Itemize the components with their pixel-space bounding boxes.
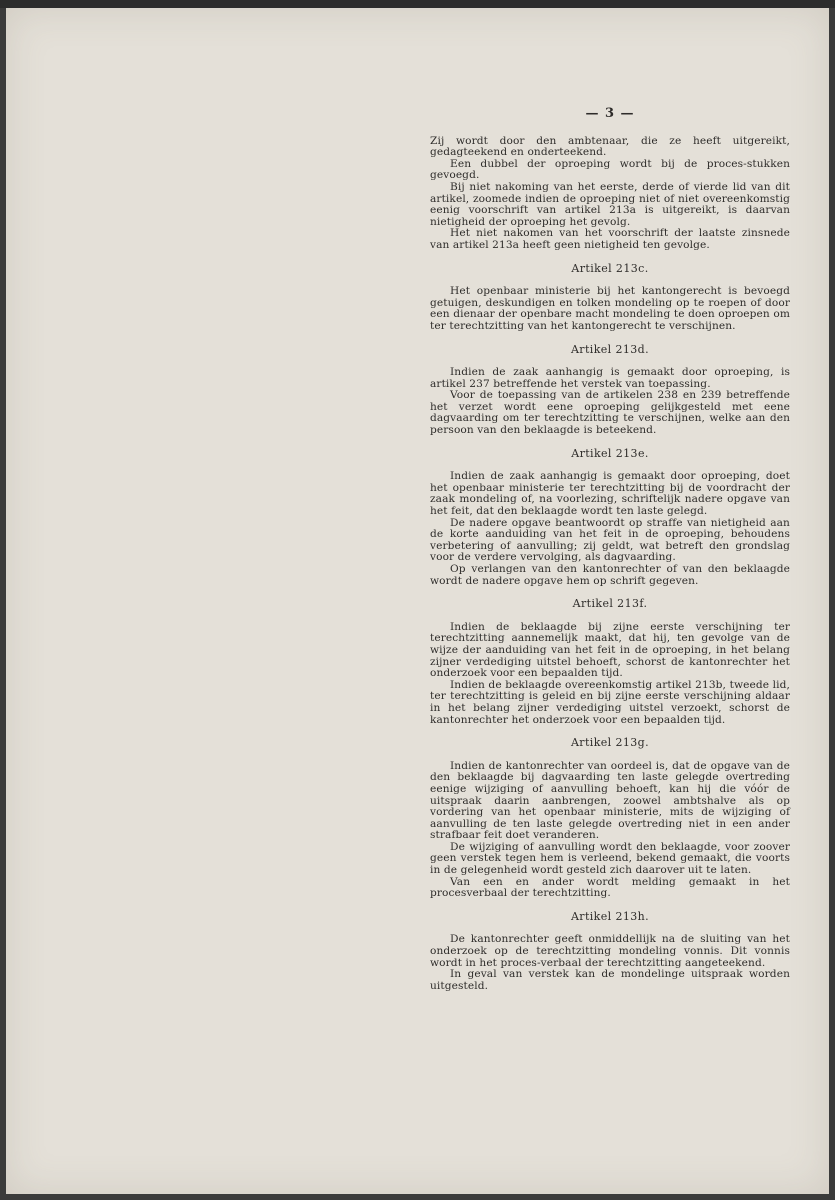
article-paragraph: De nadere opgave beantwoordt op straffe van nietigheid aan de korte aanduiding van het feit in de oproeping, behoudens verbetering of aanvulling; zij geldt, wat betreft den grondslag voor de verdere vervolging, als dagvaarding. <box>430 516 790 564</box>
article-paragraph: De kantonrechter geeft onmiddellijk na de sluiting van het onderzoek op de terechtzitting mondeling vonnis. Dit vonnis wordt in het proces-verbaal der terechtzitting aangeteekend. <box>430 933 790 969</box>
intro-paragraph: Een dubbel der oproeping wordt bij de proces-stukken gevoegd. <box>430 157 790 182</box>
article-213c <box>430 263 790 333</box>
article-213e <box>430 448 790 588</box>
article-paragraph: In geval van verstek kan de mondelinge uitspraak worden uitgesteld. <box>430 968 790 992</box>
intro-paragraph: Zij wordt door den ambtenaar, die ze heeft uitgereikt, gedagteekend en onderteekend. <box>430 134 790 159</box>
text-column <box>430 108 790 992</box>
intro-section <box>430 136 790 252</box>
article-heading: Artikel 213g. <box>570 736 650 750</box>
article-heading: Artikel 213c. <box>571 261 649 275</box>
intro-paragraph: Bij niet nakoming van het eerste, derde of vierde lid van dit artikel, zoomede indien de oproeping niet of niet overeenkomstig eenig voorschrift van artikel 213a is uitgereikt, is daarvan nietigheid der oproeping het gevolg. <box>430 180 790 228</box>
article-paragraph: De wijziging of aanvulling wordt den beklaagde, voor zoover geen verstek tegen hem is verleend, bekend gemaakt, die voorts in de gelegenheid wordt gesteld zich daarover uit te laten. <box>430 840 790 877</box>
article-heading: Artikel 213d. <box>570 342 650 356</box>
article-heading: Artikel 213f. <box>572 597 648 611</box>
page-number: — 3 — <box>585 106 635 121</box>
article-paragraph: Indien de beklaagde overeenkomstig artikel 213b, tweede lid, ter terechtzitting is geleid en bij zijne eerste verschijning aldaar in het belang zijner verdediging uitstel verzoekt, schorst de kantonrechter het onderzoek voor een bepaalden tijd. <box>430 678 790 726</box>
article-paragraph: Indien de beklaagde bij zijne eerste verschijning ter terechtzitting aannemelijk maakt, dat hij, ten gevolge van de wijze der aanduiding van het feit in de oproeping, in het belang zijner verdediging uitstel behoeft, schorst de kantonrechter het onderzoek voor een bepaalden tijd. <box>430 620 790 680</box>
article-paragraph: Indien de zaak aanhangig is gemaakt door oproeping, doet het openbaar ministerie ter terechtzitting bij de voordracht der zaak mondeling of, na voorlezing, schriftelijk nadere opgave van het feit, dat den beklaagde wordt ten laste gelegd. <box>430 470 790 518</box>
article-213g <box>430 737 790 900</box>
article-213d <box>430 344 790 437</box>
article-paragraph: Indien de kantonrechter van oordeel is, dat de opgave van de den beklaagde bij dagvaarding ten laste gelegde overtreding eenige wijziging of aanvulling behoeft, kan hij die vóór de uitspraak daarin aanbrengen, zoowel ambtshalve als op vordering van het openbaar ministerie, mits de wijziging of aanvulling de ten laste gelegde overtreding niet in een ander strafbaar feit doet veranderen. <box>430 759 790 842</box>
article-paragraph: Het openbaar ministerie bij het kantongerecht is bevoegd getuigen, deskundigen en tolken mondeling op te roepen of door een dienaar der openbare macht mondeling te doen oproepen om ter terechtzitting van het kantongerecht te verschijnen. <box>430 285 790 332</box>
article-paragraph: Indien de zaak aanhangig is gemaakt door oproeping, is artikel 237 betreffende het verstek van toepassing. <box>430 366 790 390</box>
intro-paragraph: Het niet nakomen van het voorschrift der laatste zinsnede van artikel 213a heeft geen nietigheid ten gevolge. <box>430 227 790 251</box>
document-page <box>6 8 829 1194</box>
scan-top-border <box>0 0 835 8</box>
article-paragraph: Voor de toepassing van de artikelen 238 en 239 betreffende het verzet wordt eene oproeping gelijkgesteld met eene dagvaarding om ter terechtzitting te verschijnen, welke aan den persoon van den beklaagde is beteekend. <box>430 389 790 437</box>
article-heading: Artikel 213h. <box>570 909 650 923</box>
article-paragraph: Op verlangen van den kantonrechter of van den beklaagde wordt de nadere opgave hem op schrift gegeven. <box>430 563 790 587</box>
article-213f <box>430 598 790 726</box>
article-paragraph: Van een en ander wordt melding gemaakt in het procesverbaal der terechtzitting. <box>430 875 790 900</box>
article-213h <box>430 911 790 993</box>
article-heading: Artikel 213e. <box>571 446 649 460</box>
